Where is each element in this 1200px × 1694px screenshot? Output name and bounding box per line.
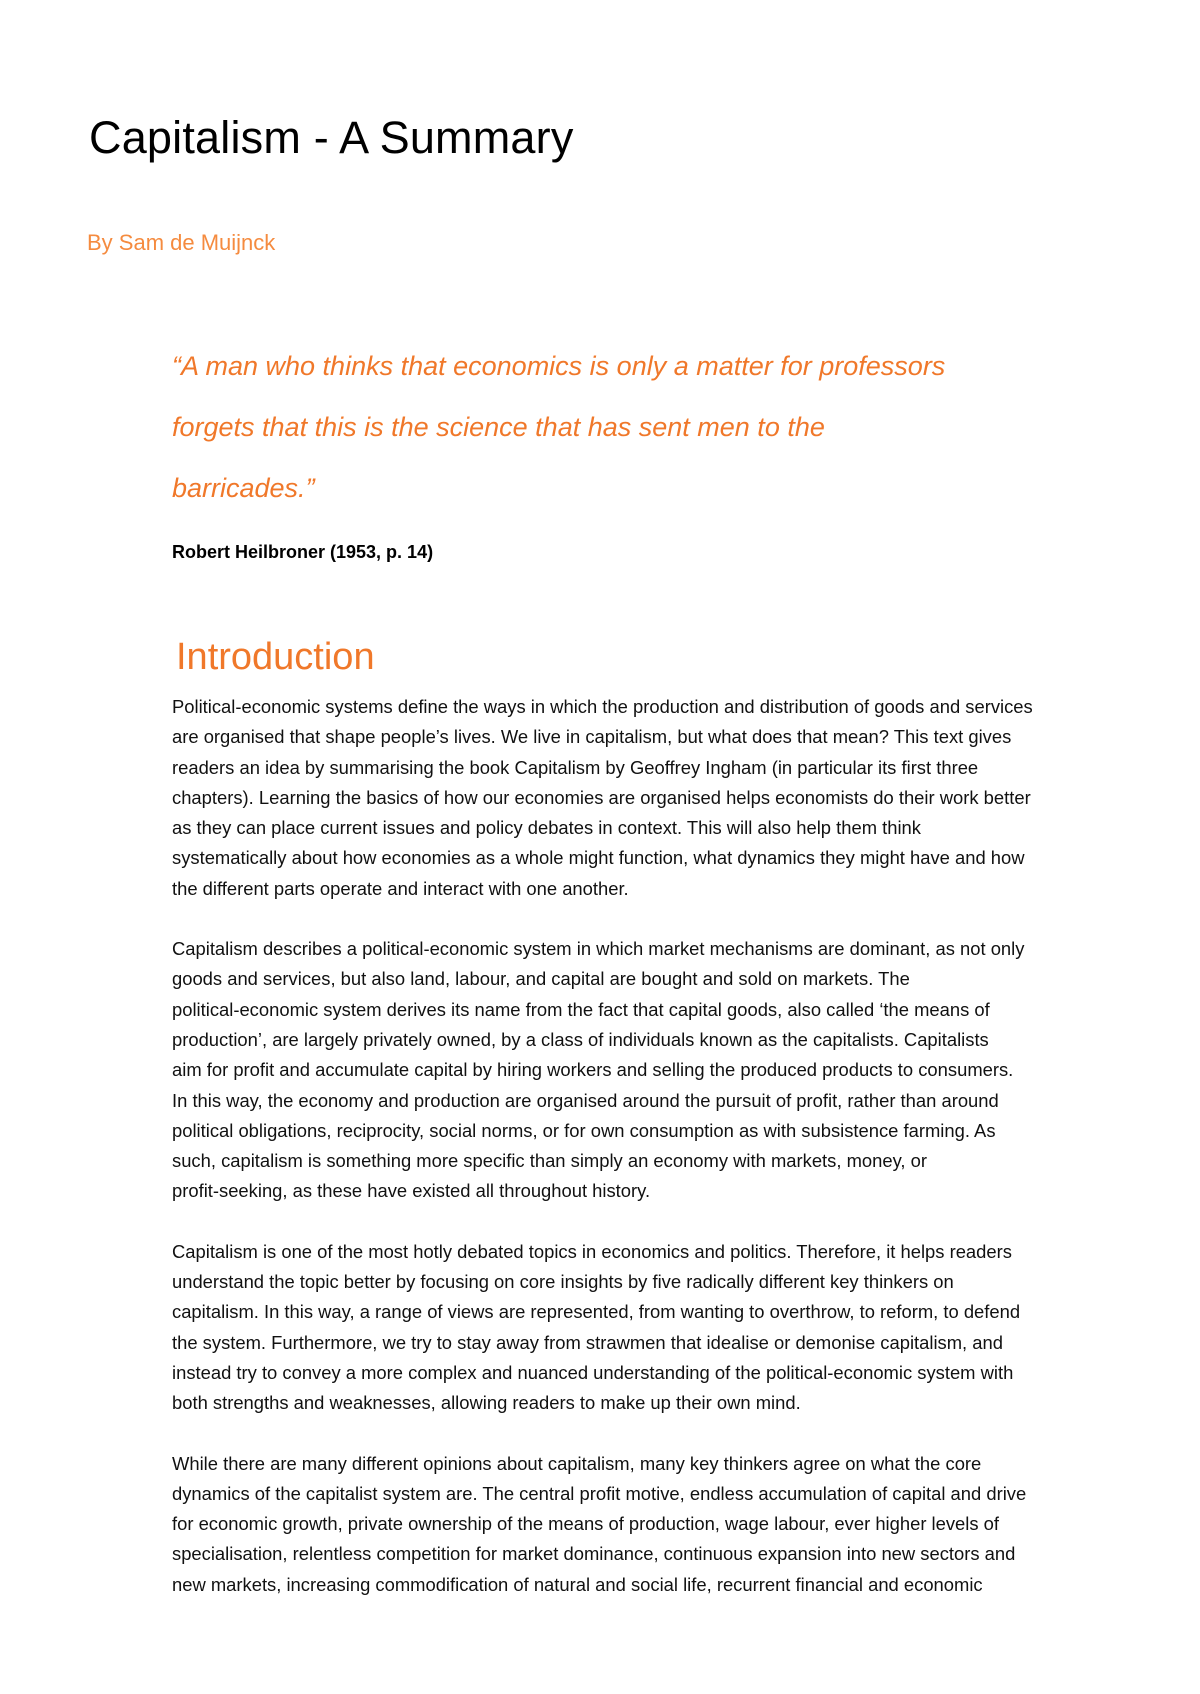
paragraph-line: the system. Furthermore, we try to stay away from strawmen that idealise or demonise capitalism, and (172, 1331, 1003, 1353)
paragraph-line: chapters). Learning the basics of how our economies are organised helps economists do their work better (172, 786, 1031, 808)
paragraph-line: specialisation, relentless competition for market dominance, continuous expansion into new sectors and (172, 1543, 1016, 1565)
paragraph (172, 1449, 1152, 1600)
section-heading-introduction: Introduction (176, 636, 375, 678)
paragraph (172, 1237, 1152, 1419)
paragraph-line: are organised that shape people’s lives. We live in capitalism, but what does that mean? This text gives (172, 726, 1012, 748)
epigraph-attribution: Robert Heilbroner (1953, p. 14) (172, 542, 434, 562)
document-title: Capitalism - A Summary (89, 112, 574, 163)
paragraph-line: goods and services, but also land, labour, and capital are bought and sold on markets. The (172, 968, 910, 990)
epigraph-quote-line: forgets that this is the science that has sent men to the (172, 412, 825, 442)
paragraph-line: Capitalism describes a political-economic system in which market mechanisms are dominant, as not only (172, 938, 1025, 960)
paragraph-line: Capitalism is one of the most hotly debated topics in economics and politics. Therefore, it helps readers (172, 1240, 1012, 1262)
paragraph-line: Political-economic systems define the ways in which the production and distribution of goods and services (172, 696, 1033, 717)
paragraph-line: systematically about how economies as a whole might function, what dynamics they might have and how (172, 847, 1025, 869)
paragraph-line: capitalism. In this way, a range of views are represented, from wanting to overthrow, to reform, to defend (172, 1301, 1021, 1323)
epigraph-quote-line: “A man who thinks that economics is only a matter for professors (172, 351, 946, 381)
paragraph-line: readers an idea by summarising the book Capitalism by Geoffrey Ingham (in particular its first three (172, 756, 979, 778)
paragraph-line: new markets, increasing commodification of natural and social life, recurrent financial and economic (172, 1573, 983, 1595)
epigraph (172, 336, 1072, 519)
paragraph-line: understand the topic better by focusing on core insights by five radically different key thinkers on (172, 1271, 954, 1293)
paragraph-line: profit-seeking, as these have existed all throughout history. (172, 1180, 651, 1202)
paragraph-line: While there are many different opinions about capitalism, many key thinkers agree on what the core (172, 1452, 982, 1474)
paragraph-line: for economic growth, private ownership of the means of production, wage labour, ever higher levels of (172, 1513, 1000, 1535)
paragraph-line: such, capitalism is something more specific than simply an economy with markets, money, or (172, 1150, 927, 1172)
paragraph-line: instead try to convey a more complex and nuanced understanding of the political-economic system with (172, 1361, 1014, 1383)
epigraph-quote (172, 336, 1072, 519)
paragraph-line: both strengths and weaknesses, allowing readers to make up their own mind. (172, 1392, 801, 1414)
author-byline: By Sam de Muijnck (87, 230, 276, 255)
paragraph (172, 692, 1152, 904)
introduction-body (172, 692, 1152, 1630)
paragraph-line: aim for profit and accumulate capital by hiring workers and selling the produced products to consumers. (172, 1059, 1014, 1081)
epigraph-quote-line: barricades.” (172, 473, 315, 503)
paragraph-line: as they can place current issues and policy debates in context. This will also help them think (172, 817, 921, 839)
paragraph-line: dynamics of the capitalist system are. The central profit motive, endless accumulation of capital and drive (172, 1482, 1027, 1504)
paragraph-line: the different parts operate and interact with one another. (172, 877, 629, 899)
paragraph-line: political obligations, reciprocity, social norms, or for own consumption as with subsistence farming. As (172, 1119, 996, 1141)
paragraph-line: political-economic system derives its name from the fact that capital goods, also called ‘the means of (172, 998, 990, 1020)
paragraph-line: production’, are largely privately owned, by a class of individuals known as the capitalists. Capitalists (172, 1028, 989, 1050)
paragraph (172, 934, 1152, 1207)
paragraph-line: In this way, the economy and production are organised around the pursuit of profit, rather than around (172, 1089, 999, 1111)
